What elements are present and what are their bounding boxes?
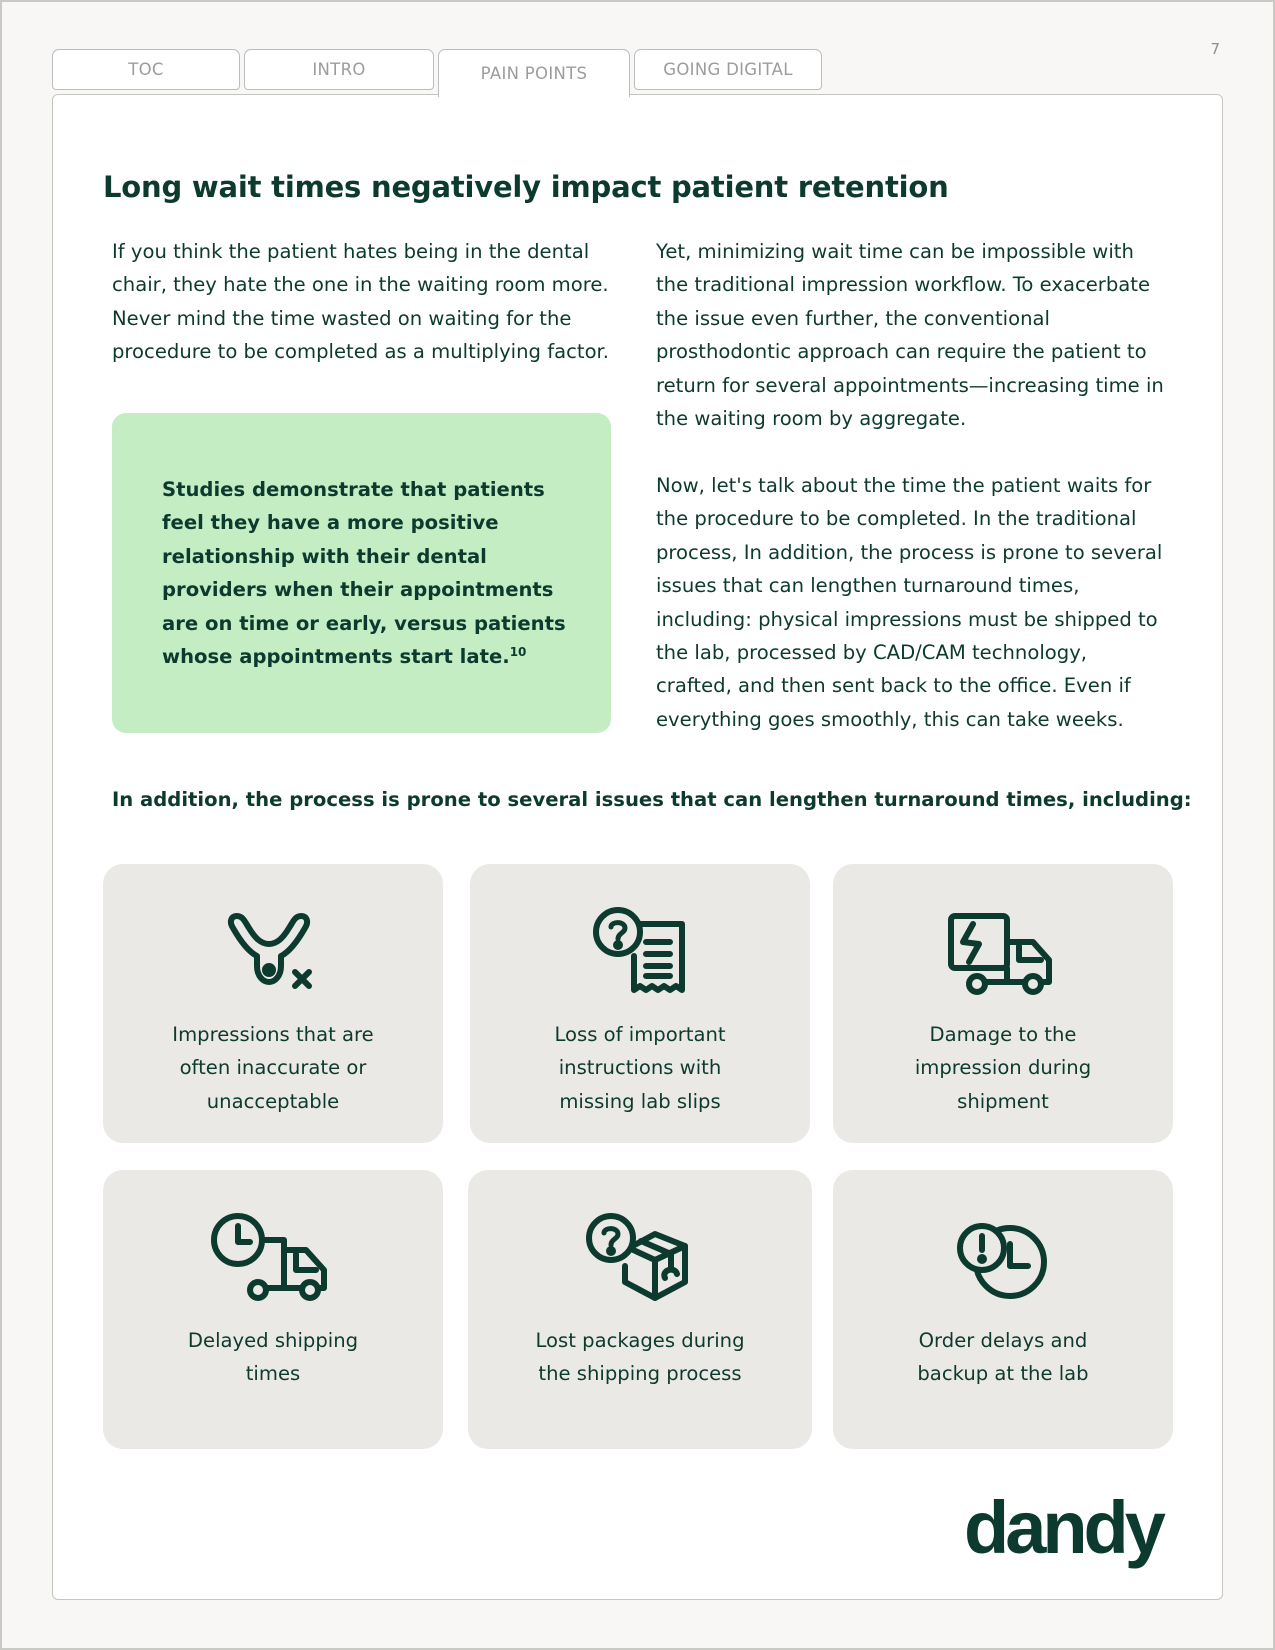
- dandy-logo: [964, 1495, 1174, 1579]
- issue-card-missing-lab-slips: [470, 864, 810, 1143]
- question-package-icon: [585, 1208, 695, 1308]
- clock-truck-icon: [208, 1208, 338, 1308]
- logo-text: dandy: [964, 1495, 1162, 1569]
- left-paragraph: If you think the patient hates being in the dental chair, they hate the one in the waiting room more. Never mind the time wasted on waiting for the procedure to be completed as a multiplying factor.: [112, 240, 610, 364]
- issue-card-lost-packages: [468, 1170, 812, 1449]
- issue-label: Lost packages during the shipping process: [535, 1329, 745, 1386]
- impression-tray-x-icon: [223, 902, 323, 1002]
- callout-body: Studies demonstrate that patients feel they have a more positive relationship with their dental providers when their appointments are on time or early, versus patients whose appointments start late.: [162, 478, 566, 669]
- damaged-truck-icon: [943, 902, 1063, 1002]
- issue-card-shipment-damage: [833, 864, 1173, 1143]
- issues-subheading: In addition, the process is prone to several issues that can lengthen turnaround times, including:: [112, 788, 1192, 811]
- callout-box: [112, 413, 611, 733]
- issue-label: Damage to the impression during shipment: [914, 1023, 1092, 1113]
- alert-clock-icon: [948, 1208, 1058, 1308]
- right-paragraph-2: Now, let's talk about the time the patient waits for the procedure to be completed. In the traditional process, In addition, the process is prone to several issues that can lengthen turnaround times, including: physical impressions must be shipped to the lab, processed by CAD/CAM technology, crafted, and then sent back to the office. Even if everything goes smoothly, this can take weeks.: [656, 474, 1163, 731]
- tab-intro[interactable]: INTRO: [244, 49, 434, 90]
- issue-card-order-delays: [833, 1170, 1173, 1449]
- tab-toc[interactable]: TOC: [52, 49, 240, 90]
- page-title: Long wait times negatively impact patient retention: [103, 170, 949, 204]
- right-paragraph-1: Yet, minimizing wait time can be impossible with the traditional impression workflow. To exacerbate the issue even further, the conventional prosthodontic approach can require the patient to return for several appointments—increasing time in the waiting room by aggregate.: [656, 240, 1164, 431]
- issue-label: Order delays and backup at the lab: [917, 1329, 1089, 1386]
- tab-going-digital[interactable]: GOING DIGITAL: [634, 49, 822, 90]
- tab-pain-points[interactable]: PAIN POINTS: [438, 49, 630, 97]
- callout-text: [162, 473, 571, 673]
- footnote-marker: 10: [509, 645, 527, 660]
- question-lab-slip-icon: [590, 902, 690, 1002]
- issue-label: Delayed shipping times: [187, 1329, 359, 1386]
- page-number: 7: [1210, 40, 1220, 58]
- issue-card-inaccurate-impressions: [103, 864, 443, 1143]
- content-card: [52, 94, 1223, 1600]
- issue-card-delayed-shipping: [103, 1170, 443, 1449]
- issue-label: Loss of important instructions with missing lab slips: [554, 1023, 726, 1113]
- issue-label: Impressions that are often inaccurate or unacceptable: [172, 1023, 374, 1113]
